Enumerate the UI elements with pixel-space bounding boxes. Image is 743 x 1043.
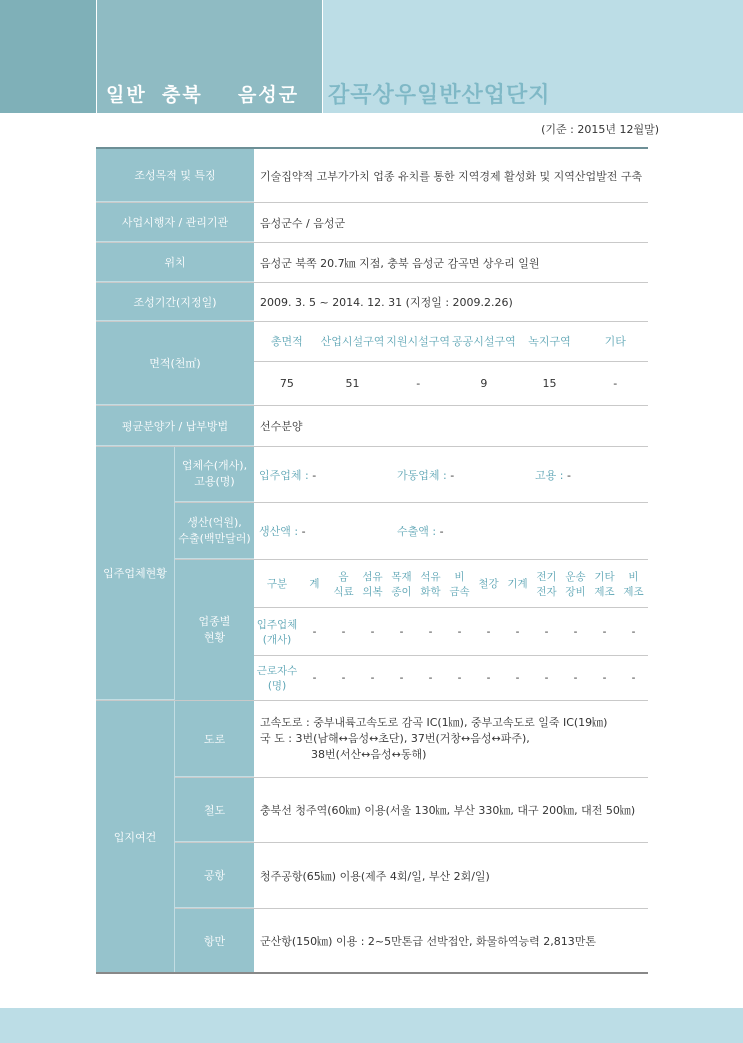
tenants-body xyxy=(175,447,648,700)
value-location: 음성군 북쪽 20.7㎞ 지점, 충북 음성군 감곡면 상우리 일원 xyxy=(260,256,540,270)
label-airport: 공항 xyxy=(175,843,254,908)
area-header-row xyxy=(254,322,648,362)
basis-date: (기준 : 2015년 12월말) xyxy=(541,123,659,136)
area-value-row xyxy=(254,362,648,405)
industry-worker-row xyxy=(254,656,648,700)
area-value: 15 xyxy=(542,376,557,390)
industry-cell: - xyxy=(312,625,317,638)
tenant-count-key: 입주업체 : xyxy=(259,468,309,482)
export-key: 수출액 : xyxy=(397,525,437,538)
label-tenant-count: 업체수(개사), 고용(명) xyxy=(175,447,254,502)
industry-cell: - xyxy=(399,672,404,684)
label-location: 위치 xyxy=(96,243,254,282)
area-header: 총면적 xyxy=(270,335,303,349)
row-period xyxy=(96,283,648,322)
header-tag-county: 음성군 xyxy=(238,84,300,106)
area-header: 지원시설구역 xyxy=(386,335,451,349)
label-port: 항만 xyxy=(175,909,254,972)
industry-cell: - xyxy=(341,672,346,684)
industry-cell: - xyxy=(428,625,433,638)
value-rail: 충북선 청주역(60㎞) 이용(서울 130㎞, 부산 330㎞, 대구 200㎞, 대전 50㎞) xyxy=(260,804,636,817)
production-value: - xyxy=(301,525,306,538)
label-rail: 철도 xyxy=(175,778,254,842)
value-developer: 음성군수 / 음성군 xyxy=(260,216,346,230)
industry-header: 운송 장비 xyxy=(565,570,586,598)
area-value: 75 xyxy=(279,376,294,390)
industry-cell: - xyxy=(486,625,491,638)
production-key: 생산액 : xyxy=(259,525,299,538)
page-title: 감곡상우일반산업단지 xyxy=(328,83,551,108)
row-area xyxy=(96,322,648,406)
industry-cell: - xyxy=(399,625,404,638)
industry-cell: - xyxy=(573,672,578,684)
industry-header: 계 xyxy=(309,578,320,590)
rail-row xyxy=(175,778,648,843)
industry-header: 비 제조 xyxy=(623,570,644,598)
industry-cell: - xyxy=(631,672,636,684)
industry-header-row xyxy=(254,560,648,608)
conditions-body xyxy=(175,701,648,972)
row-price xyxy=(96,406,648,447)
area-header: 산업시설구역 xyxy=(320,335,385,349)
industry-grid xyxy=(254,560,648,700)
industry-cell: - xyxy=(457,625,462,638)
tenants-group xyxy=(96,447,648,701)
area-value: 9 xyxy=(480,376,488,390)
road-line-expressway: 고속도로 : 중부내륙고속도로 감곡 IC(1㎞), 중부고속도로 일죽 IC(19㎞) xyxy=(260,716,608,729)
tenants-count-row xyxy=(175,447,648,503)
label-conditions: 입지여건 xyxy=(96,701,175,972)
road-value xyxy=(254,701,648,777)
row-location xyxy=(96,243,648,283)
industry-cell: - xyxy=(544,625,549,638)
conditions-group xyxy=(96,701,648,972)
industry-cell: - xyxy=(515,625,520,638)
port-row xyxy=(175,909,648,972)
industry-header: 음 식료 xyxy=(333,570,354,598)
industry-cell: - xyxy=(602,625,607,638)
road-line-national: 국 도 : 3번(남해↔음성↔초단), 37번(거창↔음성↔파주), xyxy=(260,732,530,745)
value-airport: 청주공항(65㎞) 이용(제주 4회/일, 부산 2회/일) xyxy=(260,869,490,883)
tenant-count-value: - xyxy=(312,468,317,482)
industry-header: 기타 제조 xyxy=(594,570,615,598)
area-header: 공공시설구역 xyxy=(451,335,516,349)
industry-header: 목재 종이 xyxy=(391,570,412,598)
value-period: 2009. 3. 5 ~ 2014. 12. 31 (지정일 : 2009.2.26) xyxy=(260,296,513,309)
industry-cell: - xyxy=(602,672,607,684)
label-industry: 업종별 현황 xyxy=(175,560,254,700)
industry-cell: - xyxy=(457,672,462,684)
industry-cell: - xyxy=(370,672,375,684)
operating-count-key: 가동업체 : xyxy=(397,468,447,482)
production-row xyxy=(175,503,648,560)
area-value: - xyxy=(613,376,618,390)
employment-key: 고용 : xyxy=(535,468,564,482)
label-tenants: 입주업체현황 xyxy=(96,447,175,700)
industry-cell: - xyxy=(312,672,317,684)
export-value: - xyxy=(439,525,444,538)
label-developer: 사업시행자 / 관리기관 xyxy=(96,203,254,242)
label-production: 생산(억원), 수출(백만달러) xyxy=(175,503,254,559)
area-header: 녹지구역 xyxy=(528,335,571,349)
road-line-national-cont: 38번(서산↔음성↔동해) xyxy=(311,748,427,761)
industry-row xyxy=(175,560,648,700)
info-table xyxy=(96,147,648,974)
employment-value: - xyxy=(566,468,571,482)
operating-count-value: - xyxy=(450,468,455,482)
industry-header: 기계 xyxy=(507,578,528,590)
industry-header-first: 구분 xyxy=(266,578,288,590)
tenant-count-values xyxy=(254,447,648,502)
label-purpose: 조성목적 및 특징 xyxy=(96,149,254,202)
header-band-left xyxy=(0,0,96,113)
industry-cell: - xyxy=(428,672,433,684)
area-header: 기타 xyxy=(604,335,626,349)
production-values xyxy=(254,503,648,559)
area-value: - xyxy=(416,376,421,390)
industry-cell: - xyxy=(341,625,346,638)
label-road: 도로 xyxy=(175,701,254,777)
airport-row xyxy=(175,843,648,909)
label-period: 조성기간(지정일) xyxy=(96,283,254,321)
industry-header: 전기 전자 xyxy=(536,570,557,598)
value-price: 선수분양 xyxy=(260,420,303,433)
industry-header: 철강 xyxy=(478,578,499,590)
label-area: 면적(천㎡) xyxy=(96,322,254,405)
industry-header: 섬유 의복 xyxy=(362,570,383,598)
row-developer xyxy=(96,203,648,243)
industry-header: 비 금속 xyxy=(449,570,470,598)
label-price: 평균분양가 / 납부방법 xyxy=(96,406,254,446)
industry-row-label: 입주업체 (개사) xyxy=(256,618,298,646)
header-tag-type: 일반 xyxy=(106,84,147,106)
industry-cell: - xyxy=(486,672,491,684)
area-grid xyxy=(254,322,648,405)
value-port: 군산항(150㎞) 이용 : 2~5만톤급 선박접안, 화물하역능력 2,813만톤 xyxy=(260,934,596,948)
header-tag-province: 충북 xyxy=(162,84,203,106)
industry-cell: - xyxy=(544,672,549,684)
value-purpose: 기술집약적 고부가가치 업종 유치를 통한 지역경제 활성화 및 지역산업발전 구축 xyxy=(260,169,643,183)
industry-row-label: 근로자수 (명) xyxy=(256,665,298,692)
industry-cell: - xyxy=(515,672,520,684)
row-purpose xyxy=(96,149,648,203)
road-row xyxy=(175,701,648,778)
industry-header: 석유 화학 xyxy=(420,570,441,598)
industry-cell: - xyxy=(573,625,578,638)
industry-tenant-row xyxy=(254,608,648,656)
area-value: 51 xyxy=(345,376,360,390)
industry-cell: - xyxy=(370,625,375,638)
industry-cell: - xyxy=(631,625,636,638)
footer-band xyxy=(0,1008,743,1043)
